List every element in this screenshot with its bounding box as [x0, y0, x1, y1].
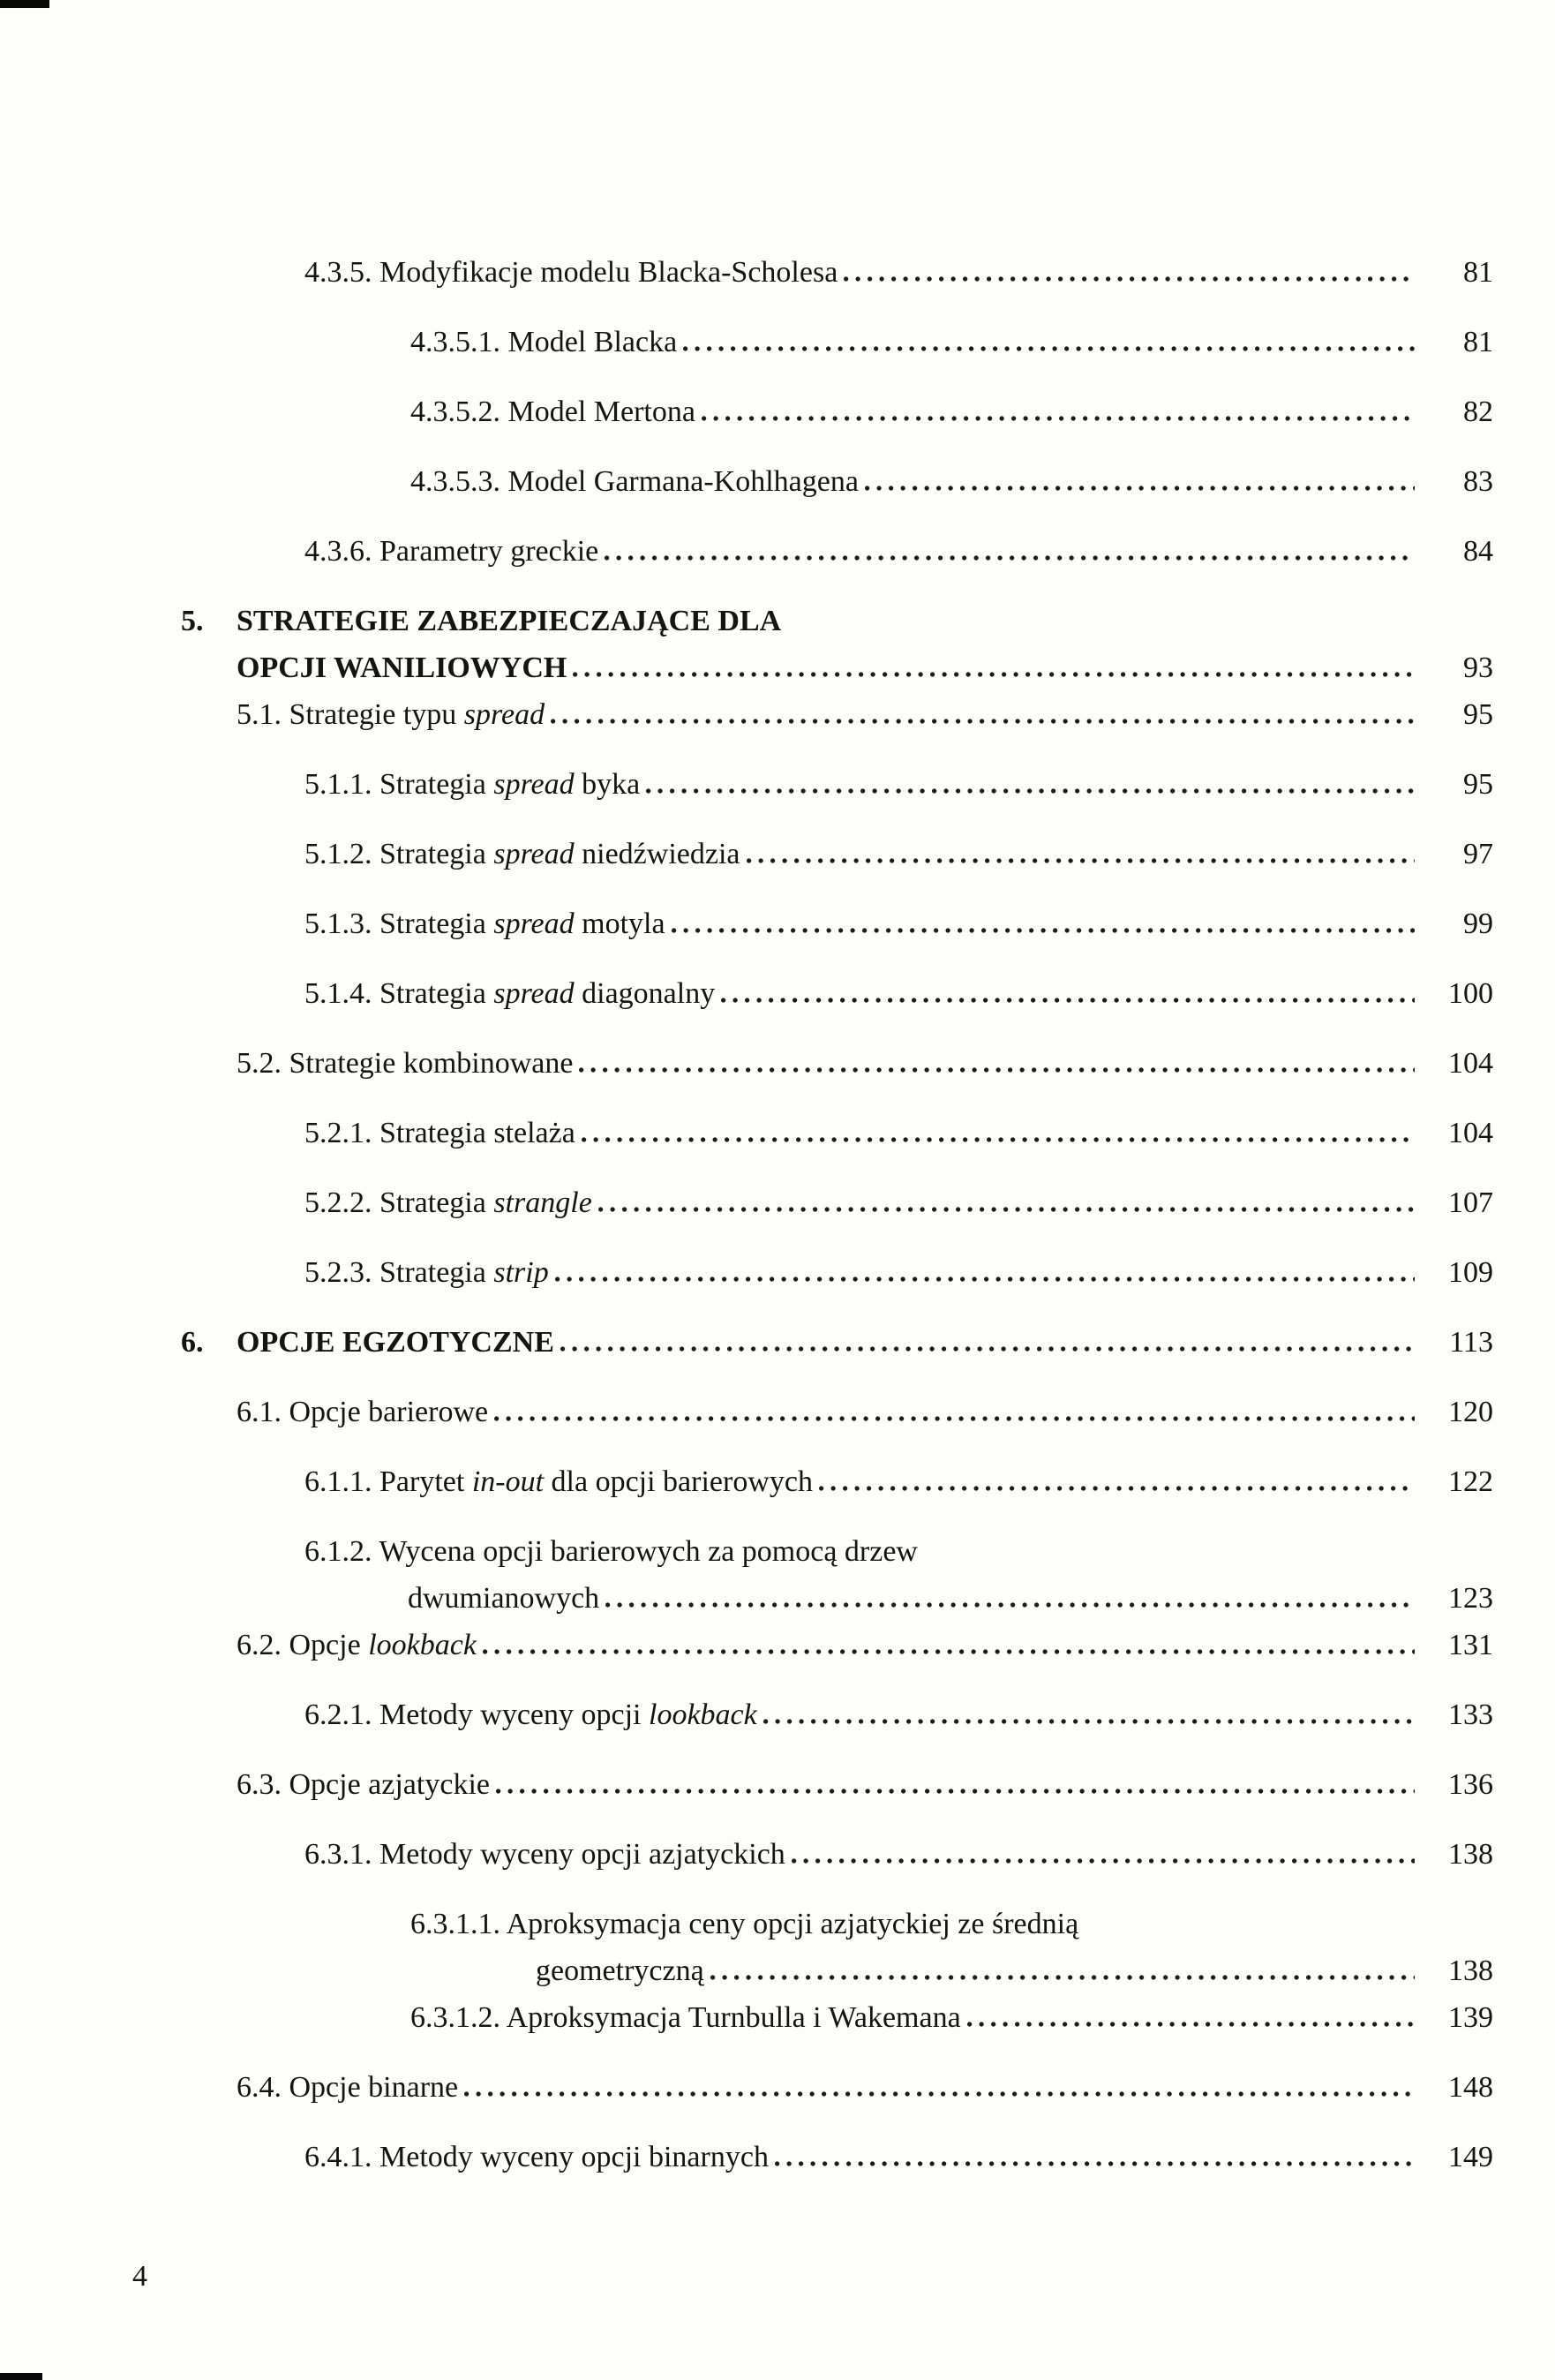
toc-entry-label — [410, 1908, 1078, 1940]
toc-entry — [0, 388, 1493, 435]
toc-entry-leader-line — [0, 1691, 1493, 1738]
toc-entry — [0, 1458, 1493, 1505]
dot-leader — [555, 1275, 1415, 1282]
toc-entry-label — [304, 249, 838, 296]
toc-entry-wrap-line — [0, 1901, 1493, 1947]
dot-leader — [494, 1414, 1415, 1421]
toc-label-segment: 6.1. Opcje barierowe — [237, 1396, 489, 1428]
toc-entry-label — [304, 1179, 592, 1226]
toc-entry-leader-line — [0, 691, 1493, 738]
toc-page-number: 100 — [1448, 977, 1493, 1010]
dot-leader — [763, 1717, 1415, 1724]
toc-entry-label — [410, 319, 677, 365]
toc-entry-label — [304, 1110, 575, 1156]
toc-label-italic-segment: lookback — [649, 1698, 757, 1731]
toc-entry-label — [304, 1691, 757, 1738]
toc-entry-label — [410, 458, 859, 505]
toc-entry-wrap-line — [0, 598, 1493, 644]
toc-page-number: 109 — [1448, 1256, 1493, 1289]
toc-entry — [0, 1179, 1493, 1226]
toc-page-number: 99 — [1463, 908, 1493, 940]
toc-label-italic-segment: spread — [463, 698, 545, 731]
toc-label-segment: 6.4.1. Metody wyceny opcji binarnych — [304, 2141, 769, 2173]
toc-entry — [0, 900, 1493, 947]
dot-leader — [551, 717, 1415, 724]
toc-entry-leader-line — [0, 2134, 1493, 2180]
toc-entry-leader-line — [0, 1458, 1493, 1505]
toc-label-segment: 5.1. Strategie typu — [237, 698, 464, 731]
toc-entry — [0, 319, 1493, 365]
toc-entry — [0, 1528, 1493, 1622]
toc-label-segment: OPCJE EGZOTYCZNE — [237, 1326, 554, 1359]
toc-page-number: 120 — [1448, 1396, 1493, 1428]
toc-page-number: 104 — [1448, 1117, 1493, 1149]
dot-leader — [672, 926, 1415, 933]
toc-entry-label — [237, 644, 567, 691]
toc-entry-label — [304, 2134, 769, 2180]
toc-page-number: 149 — [1448, 2141, 1493, 2173]
toc-label-segment: 6.1.1. Parytet — [304, 1465, 472, 1498]
toc-label-segment: 5.2.1. Strategia stelaża — [304, 1117, 575, 1149]
dot-leader — [573, 670, 1415, 677]
toc-entry — [0, 761, 1493, 808]
toc-page-number: 131 — [1448, 1629, 1493, 1661]
toc-entry-leader-line — [0, 1249, 1493, 1296]
toc-page-number: 81 — [1463, 256, 1493, 289]
toc-page-number: 138 — [1448, 1838, 1493, 1871]
toc-entry — [0, 1389, 1493, 1435]
toc-label-segment: dwumianowych — [408, 1582, 600, 1615]
toc-label-segment: 6.3.1.1. Aproksymacja ceny opcji azjatyckiej ze średnią — [410, 1908, 1079, 1940]
dot-leader — [605, 554, 1415, 561]
toc-entry-leader-line — [0, 1622, 1493, 1668]
toc-entry — [0, 1831, 1493, 1878]
toc-label-segment: 4.3.5.2. Model Mertona — [410, 395, 695, 428]
toc-label-segment: 6.3.1. Metody wyceny opcji azjatyckich — [304, 1838, 785, 1871]
toc-entry-label — [410, 1994, 961, 2041]
toc-page-number: 133 — [1448, 1698, 1493, 1731]
toc-entry-wrap-line — [0, 1528, 1493, 1575]
toc-entry-leader-line — [0, 2064, 1493, 2111]
toc-label-segment: 6.3.1.2. Aproksymacja Turnbulla i Wakemana — [410, 2001, 961, 2034]
dot-leader — [819, 1484, 1415, 1491]
dot-leader — [710, 1973, 1415, 1980]
dot-leader — [775, 2159, 1415, 2166]
toc-entry-leader-line — [0, 1040, 1493, 1087]
toc-label-segment: dla opcji barierowych — [544, 1465, 813, 1498]
toc-entry-label — [304, 1831, 785, 1878]
toc-page-number: 97 — [1463, 838, 1493, 870]
toc-label-italic-segment: spread — [493, 838, 575, 870]
toc-entry — [0, 970, 1493, 1017]
toc-entry — [0, 1761, 1493, 1808]
toc-entry-leader-line — [0, 458, 1493, 505]
toc-entry-leader-line — [0, 1761, 1493, 1808]
toc-entry — [0, 249, 1493, 296]
toc-label-segment: 4.3.5.1. Model Blacka — [410, 326, 678, 358]
toc-label-segment: 5.1.2. Strategia — [304, 838, 494, 870]
toc-page-number: 123 — [1448, 1582, 1493, 1615]
toc-entry-leader-line — [0, 831, 1493, 877]
dot-leader — [582, 1135, 1415, 1142]
toc-label-italic-segment: strip — [493, 1256, 549, 1289]
toc-label-italic-segment: spread — [493, 977, 575, 1010]
toc-page-number: 95 — [1463, 698, 1493, 731]
toc-entry-leader-line — [0, 761, 1493, 808]
dot-leader — [721, 996, 1415, 1003]
toc-label-segment: 6.2.1. Metody wyceny opcji — [304, 1698, 649, 1731]
toc-list — [0, 249, 1555, 2203]
toc-page-number: 104 — [1448, 1047, 1493, 1080]
dot-leader — [967, 2020, 1415, 2027]
toc-entry — [0, 1110, 1493, 1156]
toc-entry-label — [237, 1761, 490, 1808]
toc-chapter-number: 6. — [181, 1326, 204, 1359]
toc-entry — [0, 1622, 1493, 1668]
toc-entry-label — [237, 1040, 573, 1087]
dot-leader — [865, 484, 1415, 491]
toc-entry-label — [181, 605, 781, 637]
toc-label-segment: niedźwiedzia — [574, 838, 740, 870]
footer-page-number: 4 — [132, 2260, 147, 2293]
dot-leader — [483, 1647, 1415, 1654]
toc-entry-leader-line — [0, 1389, 1493, 1435]
toc-label-segment: 5.1.1. Strategia — [304, 768, 494, 801]
toc-entry-label — [304, 831, 740, 877]
toc-entry-leader-line — [0, 900, 1493, 947]
toc-page-number: 93 — [1463, 651, 1493, 684]
toc-entry-leader-line — [0, 1994, 1493, 2041]
toc-entry — [0, 1901, 1493, 1994]
toc-entry-leader-line — [0, 644, 1493, 691]
toc-entry-label — [304, 528, 598, 575]
toc-page-number: 122 — [1448, 1465, 1493, 1498]
toc-entry-label — [237, 1622, 477, 1668]
toc-entry — [0, 458, 1493, 505]
toc-page-number: 113 — [1449, 1326, 1493, 1359]
toc-entry — [0, 1691, 1493, 1738]
toc-entry — [0, 1319, 1493, 1366]
toc-label-segment: 5.1.3. Strategia — [304, 908, 494, 940]
toc-label-segment: geometryczną — [536, 1954, 704, 1987]
toc-entry-label — [304, 900, 665, 947]
toc-entry — [0, 831, 1493, 877]
toc-page-number: 83 — [1463, 465, 1493, 498]
dot-leader — [560, 1344, 1415, 1352]
scan-artifact-top — [0, 0, 49, 8]
toc-label-segment: diagonalny — [574, 977, 716, 1010]
toc-label-segment: 5.2. Strategie kombinowane — [237, 1047, 574, 1080]
toc-entry-leader-line — [0, 1947, 1493, 1994]
toc-label-segment: 6.1.2. Wycena opcji barierowych za pomocą drzew — [304, 1535, 918, 1568]
toc-page-number: 81 — [1463, 326, 1493, 358]
toc-label-segment: 5.2.2. Strategia — [304, 1186, 494, 1219]
toc-entry-label — [304, 1458, 813, 1505]
toc-label-italic-segment: spread — [493, 908, 575, 940]
dot-leader — [683, 344, 1415, 351]
toc-entry — [0, 2134, 1493, 2180]
toc-entry-leader-line — [0, 528, 1493, 575]
toc-label-italic-segment: lookback — [368, 1629, 477, 1661]
toc-label-segment: 6.2. Opcje — [237, 1629, 369, 1661]
toc-page-number: 95 — [1463, 768, 1493, 801]
toc-entry-label — [237, 2064, 458, 2111]
toc-entry-leader-line — [0, 1179, 1493, 1226]
toc-page-number: 136 — [1448, 1768, 1493, 1801]
toc-label-segment: 6.4. Opcje binarne — [237, 2071, 459, 2104]
toc-label-segment: 4.3.6. Parametry greckie — [304, 535, 599, 568]
toc-label-segment: OPCJI WANILIOWYCH — [237, 651, 567, 684]
toc-page-number: 84 — [1463, 535, 1493, 568]
toc-label-italic-segment: strangle — [493, 1186, 592, 1219]
dot-leader — [844, 275, 1415, 282]
toc-entry-leader-line — [0, 388, 1493, 435]
toc-entry-label — [408, 1575, 599, 1622]
toc-entry-leader-line — [0, 249, 1493, 296]
toc-entry — [0, 2064, 1493, 2111]
dot-leader — [792, 1857, 1415, 1864]
toc-entry-leader-line — [0, 1575, 1493, 1622]
dot-leader — [464, 2090, 1415, 2097]
toc-entry-leader-line — [0, 1319, 1493, 1366]
toc-page-number: 138 — [1448, 1954, 1493, 1987]
toc-entry — [0, 1249, 1493, 1296]
toc-page-number: 139 — [1448, 2001, 1493, 2034]
toc-entry-label — [237, 691, 545, 738]
toc-label-segment: 6.3. Opcje azjatyckie — [237, 1768, 490, 1801]
toc-label-segment: 5.1.4. Strategia — [304, 977, 494, 1010]
toc-label-segment: 4.3.5.3. Model Garmana-Kohlhagena — [410, 465, 859, 498]
toc-entry-label — [304, 1249, 549, 1296]
toc-page-number: 107 — [1448, 1186, 1493, 1219]
toc-label-segment: motyla — [574, 908, 665, 940]
toc-entry-label — [304, 761, 640, 808]
toc-entry-leader-line — [0, 1110, 1493, 1156]
toc-label-segment: STRATEGIE ZABEZPIECZAJĄCE DLA — [237, 605, 782, 637]
toc-page-number: 82 — [1463, 395, 1493, 428]
toc-label-segment: 5.2.3. Strategia — [304, 1256, 494, 1289]
toc-entry — [0, 528, 1493, 575]
dot-leader — [702, 414, 1415, 421]
toc-chapter-number: 5. — [181, 605, 204, 637]
dot-leader — [579, 1066, 1415, 1073]
toc-entry-leader-line — [0, 1831, 1493, 1878]
toc-entry-label — [181, 1319, 554, 1366]
toc-entry-label — [410, 388, 695, 435]
dot-leader — [747, 856, 1416, 863]
toc-entry — [0, 691, 1493, 738]
scan-artifact-bottom — [0, 2373, 42, 2380]
toc-entry-label — [304, 1535, 918, 1568]
toc-entry-label — [237, 1389, 488, 1435]
toc-label-italic-segment: in-out — [471, 1465, 545, 1498]
toc-page-number: 148 — [1448, 2071, 1493, 2104]
toc-entry-leader-line — [0, 970, 1493, 1017]
dot-leader — [496, 1787, 1415, 1794]
dot-leader — [646, 787, 1415, 794]
toc-label-italic-segment: spread — [493, 768, 575, 801]
toc-entry — [0, 1040, 1493, 1087]
toc-entry — [0, 598, 1493, 691]
dot-leader — [605, 1600, 1415, 1608]
toc-entry-label — [536, 1947, 704, 1994]
dot-leader — [598, 1205, 1415, 1212]
toc-label-segment: byka — [574, 768, 641, 801]
toc-label-segment: 4.3.5. Modyfikacje modelu Blacka-Scholesa — [304, 256, 838, 289]
toc-entry-leader-line — [0, 319, 1493, 365]
toc-entry-label — [304, 970, 715, 1017]
toc-entry — [0, 1994, 1493, 2041]
